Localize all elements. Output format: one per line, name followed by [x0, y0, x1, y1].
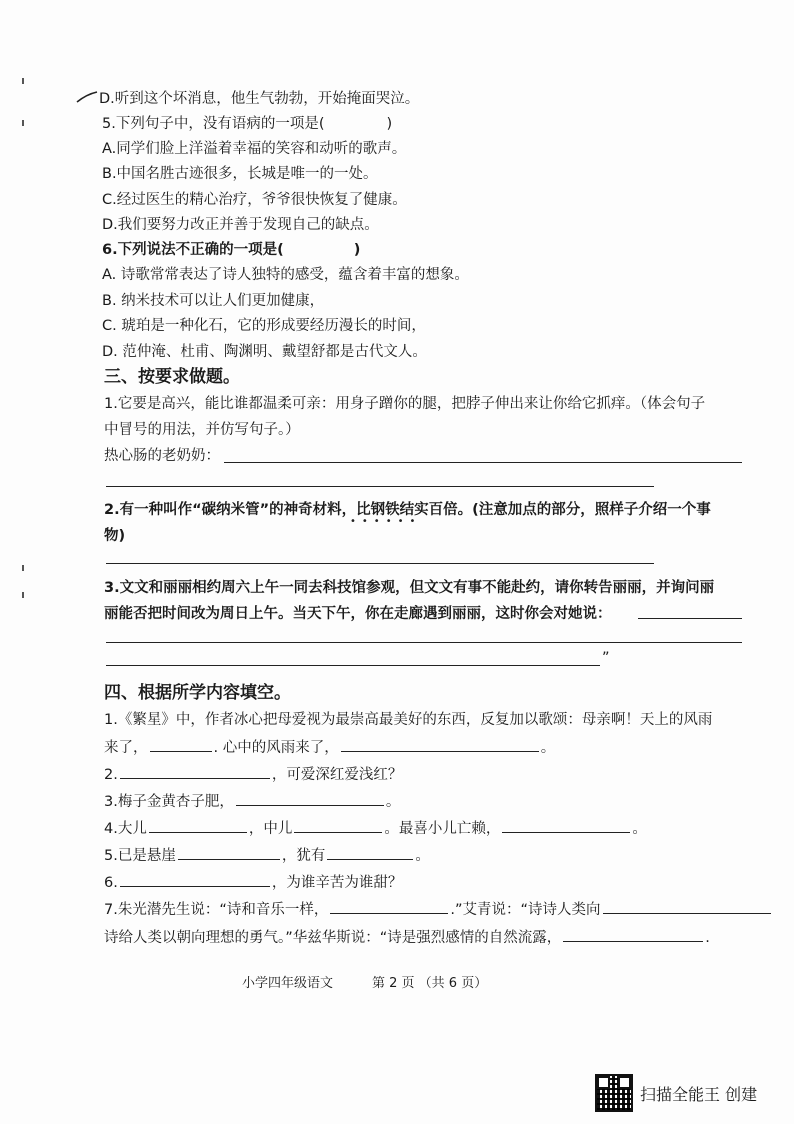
fill-blank[interactable]	[294, 817, 382, 833]
q4-option-d: D.听到这个坏消息，他生气勃勃，开始掩面哭泣。	[99, 91, 420, 107]
footer-page: 第 2 页 （共 6 页）	[372, 976, 488, 991]
fill-blank[interactable]	[603, 898, 771, 914]
qr-code-icon	[597, 1076, 631, 1110]
answer-line[interactable]	[106, 642, 742, 643]
q6-option-d: D. 范仲淹、杜甫、陶渊明、戴望舒都是古代文人。	[102, 344, 427, 360]
text: 。	[415, 848, 430, 864]
q6-option-b: B. 纳米技术可以让人们更加健康，	[102, 293, 325, 309]
text: 。	[540, 740, 556, 756]
answer-line[interactable]	[106, 665, 600, 666]
fill-blank[interactable]	[149, 817, 247, 833]
scan-mark	[22, 78, 24, 84]
s3-q3-close-quote: ”	[602, 650, 610, 666]
text: ，为谁辛苦为谁甜？	[271, 875, 403, 891]
text: 3.梅子金黄杏子肥，	[104, 794, 234, 810]
q6-stem	[102, 240, 360, 260]
text: 来了，	[104, 740, 148, 756]
q5-stem-close: )	[386, 116, 393, 132]
s4-q7-line-1	[104, 898, 773, 920]
q5-stem	[102, 114, 392, 134]
fill-blank[interactable]	[502, 817, 630, 833]
fill-blank[interactable]	[150, 736, 212, 752]
q6-stem-text: 6.下列说法不正确的一项是(	[102, 242, 284, 258]
q6-stem-close: )	[353, 242, 361, 258]
scan-mark	[22, 565, 24, 571]
section-4-heading: 四、根据所学内容填空。	[104, 683, 291, 703]
text: 诗给人类以朝向理想的勇气。”华兹华斯说：“诗是强烈感情的自然流露，	[104, 930, 562, 946]
fill-blank[interactable]	[341, 736, 539, 752]
s4-q6	[104, 871, 402, 893]
s4-q5	[104, 844, 430, 866]
text: .	[705, 930, 710, 946]
fill-blank[interactable]	[327, 844, 413, 860]
emphasis-dots: ••••••	[350, 516, 422, 527]
text: . 心中的风雨来了，	[213, 740, 339, 756]
s3-q3-line-2: 丽能否把时间改为周日上午。当天下午，你在走廊遇到丽丽，这时你会对她说：	[104, 606, 612, 622]
section-3-heading: 三、按要求做题。	[104, 367, 240, 387]
fill-blank[interactable]	[120, 871, 270, 887]
q6-option-a: A. 诗歌常常表达了诗人独特的感受，蕴含着丰富的想象。	[102, 267, 469, 283]
scanner-watermark: 扫描全能王 创建	[640, 1085, 758, 1104]
scan-mark	[22, 120, 24, 126]
q5-option-b: B.中国名胜古迹很多，长城是唯一的一处。	[102, 166, 378, 182]
s3-q1-line-3: 热心肠的老奶奶：	[104, 448, 220, 464]
s3-q1-line-1: 1.它要是高兴，能比谁都温柔可亲：用身子蹭你的腿，把脖子伸出来让你给它抓痒。（体会句子	[104, 396, 706, 412]
s3-q2-line-1: 2.有一种叫作“碳纳米管”的神奇材料，比钢铁结实百倍。(注意加点的部分，照样子介绍一个事	[104, 502, 711, 518]
fill-blank[interactable]	[563, 926, 703, 942]
answer-line[interactable]	[638, 618, 742, 619]
text: .”艾青说：“诗诗人类向	[450, 902, 601, 918]
s3-q2-line-2: 物)	[104, 528, 126, 544]
text: 2.	[104, 767, 118, 783]
s4-q1-line-1: 1.《繁星》中，作者冰心把母爱视为最崇高最美好的东西，反复加以歌颂：母亲啊！天上的风雨	[104, 712, 713, 728]
answer-line[interactable]	[106, 486, 654, 487]
q5-option-c: C.经过医生的精心治疗，爷爷很快恢复了健康。	[102, 192, 407, 208]
s3-q1-line-2: 中冒号的用法，并仿写句子。）	[104, 422, 300, 438]
s4-q2	[104, 763, 402, 785]
text: ，犹有	[281, 848, 326, 864]
text: 6.	[104, 875, 118, 891]
pen-stroke	[76, 90, 98, 104]
q5-stem-text: 5.下列句子中，没有语病的一项是(	[102, 116, 325, 132]
footer-course: 小学四年级语文	[242, 976, 334, 991]
q6-option-c: C. 琥珀是一种化石，它的形成要经历漫长的时间，	[102, 318, 426, 334]
q5-option-a: A.同学们脸上洋溢着幸福的笑容和动听的歌声。	[102, 141, 407, 157]
text: ，中儿	[248, 821, 293, 837]
text: 4.大儿	[104, 821, 147, 837]
fill-blank[interactable]	[236, 790, 384, 806]
text: ，可爱深红爱浅红？	[271, 767, 403, 783]
fill-blank[interactable]	[120, 763, 270, 779]
fill-blank[interactable]	[330, 898, 448, 914]
text: 。最喜小儿亡赖，	[384, 821, 501, 837]
scan-mark	[22, 592, 24, 598]
answer-line[interactable]	[224, 462, 742, 463]
s3-q3-line-1: 3.文文和丽丽相约周六上午一同去科技馆参观，但文文有事不能赴约，请你转告丽丽，并询问丽	[104, 580, 715, 596]
s4-q3	[104, 790, 400, 812]
text: 。	[632, 821, 647, 837]
s4-q4	[104, 817, 647, 839]
fill-blank[interactable]	[178, 844, 280, 860]
q5-option-d: D.我们要努力改正并善于发现自己的缺点。	[102, 217, 379, 233]
s4-q1-line-2	[104, 736, 555, 758]
answer-line[interactable]	[106, 563, 654, 564]
text: 。	[385, 794, 401, 810]
text: 7.朱光潜先生说：“诗和音乐一样，	[104, 902, 329, 918]
s4-q7-line-2	[104, 926, 710, 948]
text: 5.已是悬崖	[104, 848, 176, 864]
